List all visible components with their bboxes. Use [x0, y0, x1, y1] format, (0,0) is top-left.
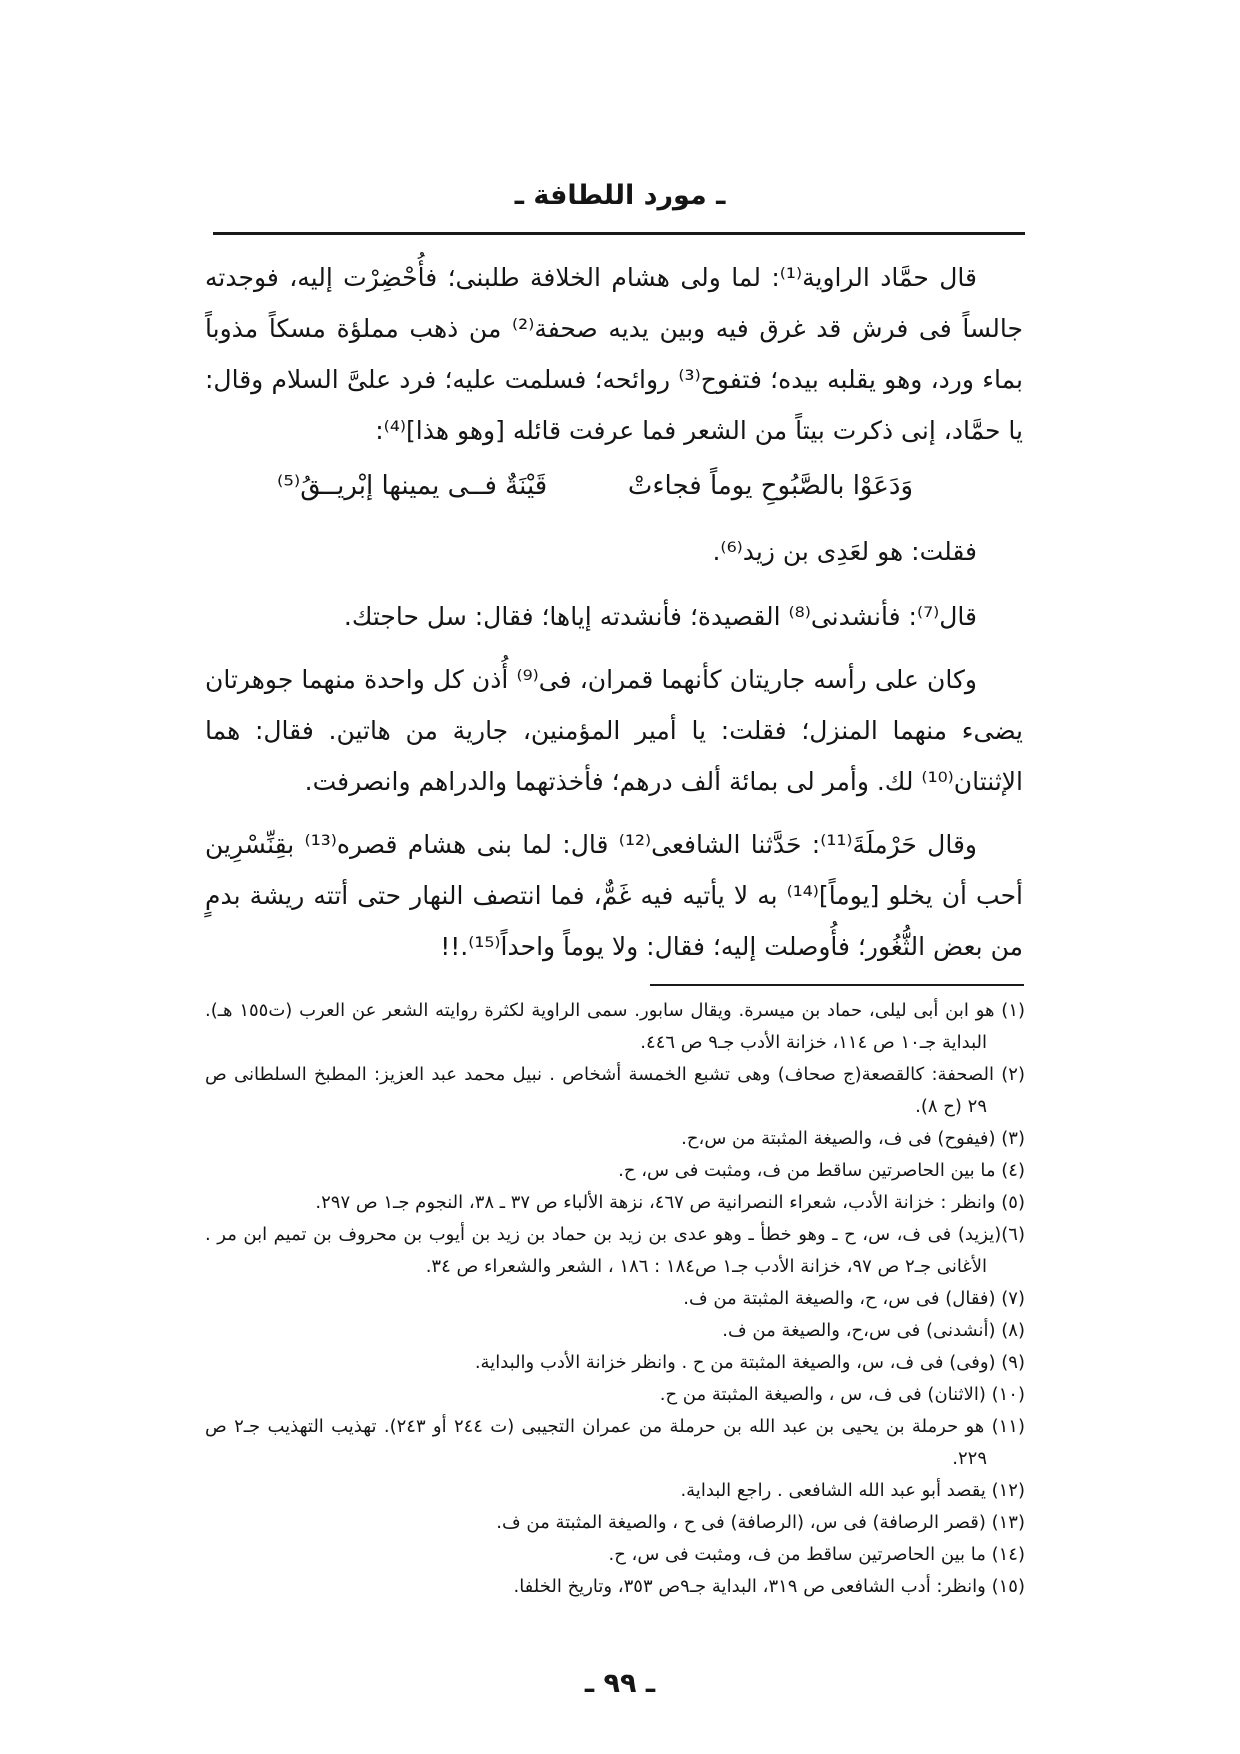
header-rule — [213, 232, 1025, 235]
main-text — [205, 252, 1023, 972]
paragraph-jaryatan: وكان على رأسه جاريتان كأنهما قمران، فى⁽⁹⁾ أُذن كل واحدة منهما جوهرتان يضىء منهما المنزل؛ فقلت: يا أمير المؤمنين، جارية من هاتين. فقال: هما الإثنتان⁽¹⁰⁾ لك. وأمر لى بمائة ألف درهم؛ فأخذتهما والدراهم وانصرفت. — [205, 665, 1023, 796]
footnote: (١٥) وانظر: أدب الشافعى ص ٣١٩، البداية جـ٩ص ٣٥٣، وتاريخ الخلفا. — [513, 1576, 1025, 1597]
paragraph-harmala: وقال حَرْملَةَ⁽¹¹⁾: حَدَّثنا الشافعى⁽¹²⁾ قال: لما بنى هشام قصره⁽¹³⁾ بقِنِّسْرِين أحب أن يخلو [يوماً]⁽¹⁴⁾ به لا يأتيه فيه غَمٌّ، فما انتصف النهار حتى أتته ريشة بدمٍ من بعض الثُّغُور؛ فأُوصلت إليه؛ فقال: ولا يوماً واحداً⁽¹⁵⁾.!! — [205, 830, 1023, 961]
footnote: (١٠) (الاثنان) فى ف، س ، والصيغة المثبتة من ح. — [659, 1384, 1025, 1405]
paragraph-reply: فقلت: هو لعَدِى بن زيد⁽⁶⁾. — [712, 537, 977, 566]
footnote: (١٢) يقصد أبو عبد الله الشافعى . راجع البداية. — [680, 1480, 1025, 1501]
footnote: (٨) (أنشدنى) فى س،ح، والصيغة من ف. — [722, 1320, 1025, 1341]
page-number: ـ ٩٩ ـ — [584, 1668, 656, 1699]
footnote: (٤) ما بين الحاصرتين ساقط من ف، ومثبت فى س، ح. — [618, 1160, 1025, 1181]
running-header: ـ مورد اللطافة ـ — [514, 180, 726, 211]
footnote: (٧) (فقال) فى س، ح، والصيغة المثبتة من ف. — [683, 1288, 1025, 1309]
footnotes — [205, 995, 1025, 1603]
paragraph-request: قال⁽⁷⁾: فأنشدنى⁽⁸⁾ القصيدة؛ فأنشدته إياها؛ فقال: سل حاجتك. — [343, 602, 977, 631]
footnote: (٦)(يزيد) فى ف، س، ح ـ وهو خطأ ـ وهو عدى بن زيد بن حماد بن زيد بن أيوب بن محروف بن تميم ابن مر . الأغانى جـ٢ ص ٩٧، خزانة الأدب جـ١ ص١٨٤ : ١٨٦ ، الشعر والشعراء ص ٣٤. — [205, 1224, 1025, 1277]
footnote: (١١) هو حرملة بن يحيى بن عبد الله بن حرملة من عمران التجيبى (ت ٢٤٤ أو ٢٤٣). تهذيب التهذيب جـ٢ ص ٢٢٩. — [205, 1416, 1025, 1469]
footnote: (١٣) (قصر الرصافة) فى س، (الرصافة) فى ح ، والصيغة المثبتة من ف. — [496, 1512, 1025, 1533]
footnote: (١٤) ما بين الحاصرتين ساقط من ف، ومثبت فى س، ح. — [608, 1544, 1025, 1565]
footnote: (٩) (وفى) فى ف، س، والصيغة المثبتة من ح . وانظر خزانة الأدب والبداية. — [474, 1352, 1025, 1373]
footnote: (١) هو ابن أبى ليلى، حماد بن ميسرة. ويقال سابور. سمى الراوية لكثرة روايته الشعر عن العرب (ت١٥٥ هـ). البداية جـ١٠ ص ١١٤، خزانة الأدب جـ٩ ص ٤٤٦. — [205, 1000, 1026, 1053]
paragraph-intro: قال حمَّاد الراوية⁽¹⁾: لما ولى هشام الخلافة طلبنى؛ فأُحْضِرْت إليه، فوجدته جالساً فى فرش قد غرق فيه وبين يديه صحفة⁽²⁾ من ذهب مملؤة مسكاً مذوباً بماء ورد، وهو يقلبه بيده؛ فتفوح⁽³⁾ روائحه؛ فسلمت عليه؛ فرد علىَّ السلام وقال: يا حمَّاد، إنى ذكرت بيتاً من الشعر فما عرفت قائله [وهو هذا]⁽⁴⁾: — [205, 263, 1023, 445]
verse-second-hemistich: قَيْنَةٌ فــى يمينها إبْريــقُ⁽⁵⁾ — [277, 471, 548, 501]
poem-verse — [205, 462, 1023, 510]
footnote: (٣) (فيفوح) فى ف، والصيغة المثبتة من س،ح. — [681, 1128, 1025, 1149]
footnote-rule — [650, 984, 1024, 986]
verse-first-hemistich: وَدَعَوْا بالصَّبُوحِ يوماً فجاءتْ — [627, 471, 913, 501]
footnote: (٥) وانظر : خزانة الأدب، شعراء النصرانية ص ٤٦٧، نزهة الألباء ص ٣٧ ـ ٣٨، النجوم جـ١ ص ٢٩٧. — [315, 1192, 1025, 1213]
footnote: (٢) الصحفة: كالقصعة(ج صحاف) وهى تشبع الخمسة أشخاص . نبيل محمد عبد العزيز: المطبخ السلطانى ص ٢٩ (ح ٨). — [205, 1064, 1025, 1117]
